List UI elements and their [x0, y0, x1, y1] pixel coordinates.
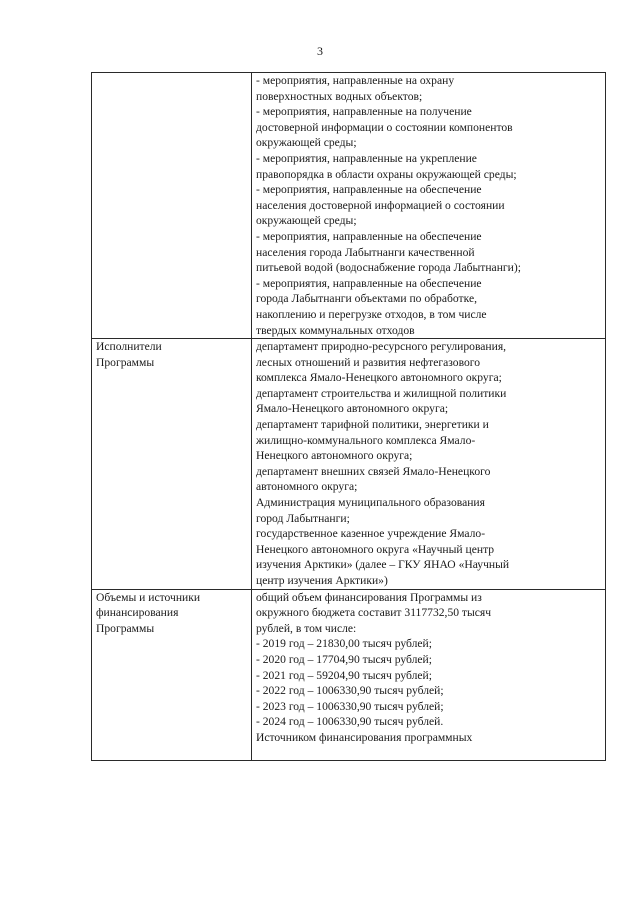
cell-text-line: Исполнители: [96, 340, 162, 354]
cell-text-line: департамент тарифной политики, энергетики и: [256, 418, 489, 432]
cell-text-line: - мероприятия, направленные на охрану: [256, 74, 455, 87]
cell-text-line: достоверной информации о состоянии компонентов: [256, 120, 513, 134]
cell-text-line: общий объем финансирования Программы из: [256, 590, 482, 604]
cell-text-line: - мероприятия, направленные на обеспечение: [256, 183, 482, 197]
cell-text-line: рублей, в том числе:: [256, 621, 357, 635]
cell-text-line: департамент внешних связей Ямало-Ненецкого: [256, 464, 491, 478]
cell-text-line: государственное казенное учреждение Ямало-: [256, 527, 486, 541]
cell-text-line: населения города Лабытнанги качественной: [256, 245, 475, 259]
cell-text-line: населения достоверной информацией о состоянии: [256, 198, 505, 212]
cell-text-line: Программы: [96, 621, 155, 635]
cell-text-line: автономного округа;: [256, 480, 358, 494]
cell-text-line: - 2022 год – 1006330,90 тысяч рублей;: [256, 684, 444, 698]
cell-text-line: окружающей среды;: [256, 136, 357, 150]
cell-text-line: департамент природно-ресурсного регулирования,: [256, 340, 507, 354]
cell-text-line: департамент строительства и жилищной политики: [256, 386, 507, 400]
cell-text-line: - мероприятия, направленные на укрепление: [256, 151, 477, 165]
cell-text-line: - 2024 год – 1006330,90 тысяч рублей.: [256, 715, 444, 729]
label-cell-financing: [92, 589, 252, 760]
cell-text-line: - мероприятия, направленные на получение: [256, 105, 472, 119]
cell-text-line: Ненецкого автономного округа «Научный центр: [256, 542, 495, 556]
cell-text-line: окружного бюджета составит 3117732,50 тысяч: [256, 606, 492, 620]
cell-text-line: - мероприятия, направленные на обеспечение: [256, 229, 482, 243]
table-row-financing: [92, 589, 606, 760]
table-row-executors: [92, 339, 606, 590]
value-cell-financing: [252, 589, 606, 760]
cell-text-line: центр изучения Арктики»): [256, 574, 388, 587]
cell-text-line: Ненецкого автономного округа;: [256, 449, 413, 463]
cell-text-line: накоплению и перегрузке отходов, в том числе: [256, 307, 487, 321]
cell-text-line: поверхностных водных объектов;: [256, 89, 423, 103]
cell-text-line: - 2021 год – 59204,90 тысяч рублей;: [256, 668, 432, 682]
cell-text-line: город Лабытнанги;: [256, 511, 350, 525]
value-cell-activities: [252, 73, 606, 339]
cell-text-line: Ямало-Ненецкого автономного округа;: [256, 402, 449, 416]
cell-text-line: - 2020 год – 17704,90 тысяч рублей;: [256, 652, 432, 666]
cell-text-line: твердых коммунальных отходов: [256, 323, 415, 337]
cell-text-line: окружающей среды;: [256, 214, 357, 228]
cell-text-line: питьевой водой (водоснабжение города Лабытнанги);: [256, 261, 521, 275]
cell-text-line: Объемы и источники: [96, 590, 201, 604]
cell-text-line: - мероприятия, направленные на обеспечение: [256, 276, 482, 290]
table-row-activities: [92, 73, 606, 339]
cell-text-line: - 2023 год – 1006330,90 тысяч рублей;: [256, 699, 444, 713]
cell-text-line: финансирования: [96, 606, 179, 620]
cell-text-line: правопорядка в области охраны окружающей среды;: [256, 167, 517, 181]
cell-text-line: комплекса Ямало-Ненецкого автономного округа;: [256, 371, 502, 385]
cell-text-line: - 2019 год – 21830,00 тысяч рублей;: [256, 637, 432, 651]
value-cell-executors: [252, 339, 606, 590]
page-number: 3: [317, 44, 323, 58]
label-cell-empty: [92, 73, 252, 339]
cell-text-line: жилищно-коммунального комплекса Ямало-: [256, 433, 476, 447]
cell-text-line: лесных отношений и развития нефтегазового: [256, 355, 481, 369]
cell-text-line: Программы: [96, 355, 155, 369]
program-passport-table: [91, 72, 606, 761]
cell-text-line: Источником финансирования программных: [256, 730, 473, 744]
label-cell-executors: [92, 339, 252, 590]
cell-text-line: изучения Арктики» (далее – ГКУ ЯНАО «Научный: [256, 558, 510, 572]
cell-text-line: Администрация муниципального образования: [256, 496, 485, 510]
cell-text-line: города Лабытнанги объектами по обработке,: [256, 292, 477, 306]
